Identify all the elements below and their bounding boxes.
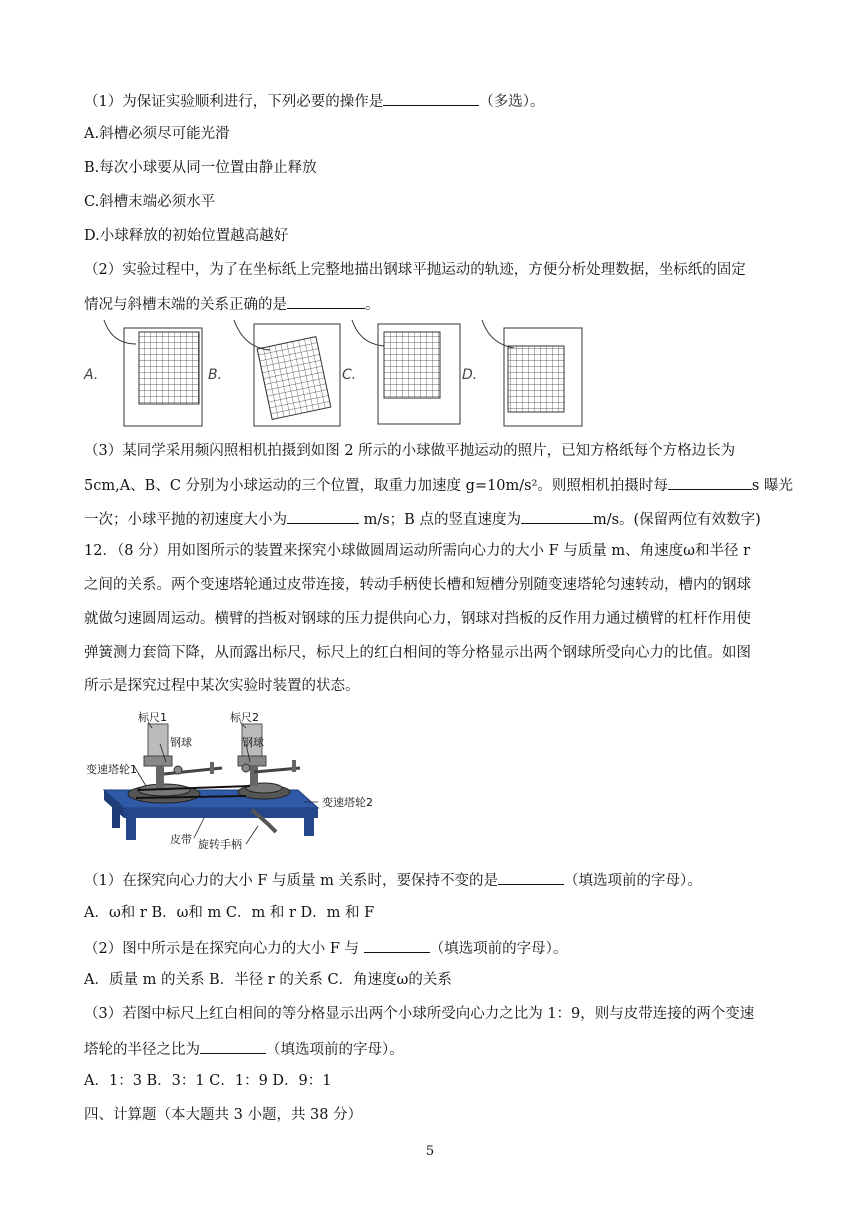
- q12-part3-text: 塔轮的半径之比为: [84, 1042, 200, 1058]
- q11-option-c: C.斜槽末端必须水平: [84, 194, 216, 210]
- apparatus-leg: [112, 802, 120, 828]
- q12-part1: [84, 869, 702, 891]
- q11-part3-text-b: m/s；B 点的竖直速度为: [359, 512, 521, 528]
- option-b-board: [234, 320, 340, 426]
- q12-part1-options: A．ω和 r B．ω和 m C．m 和 r D．m 和 F: [84, 905, 375, 921]
- q11-part2-line1: （2）实验过程中，为了在坐标纸上完整地描出钢球平抛运动的轨迹，方便分析处理数据，坐标纸的固定: [84, 262, 746, 278]
- q12-part3-line2: [84, 1038, 404, 1060]
- q12-line5: 所示是探究过程中某次实验时装置的状态。: [84, 678, 360, 694]
- option-a-board: [104, 320, 202, 426]
- section-heading: 四、计算题（本大题共 3 小题，共 38 分）: [84, 1107, 363, 1123]
- sleeve-right-base: [238, 756, 266, 766]
- q12-line3: 就做匀速圆周运动。横臂的挡板对钢球的压力提供向心力，钢球对挡板的反作用力通过横臂的杠杆作用使: [84, 611, 751, 627]
- answer-blank[interactable]: [383, 90, 479, 106]
- q12-line4: 弹簧测力套筒下降，从而露出标尺，标尺上的红白相间的等分格显示出两个钢球所受向心力的比值。如图: [84, 645, 751, 661]
- q12-part3-line1: （3）若图中标尺上红白相间的等分格显示出两个小球所受向心力之比为 1：9，则与皮带连接的两个变速: [84, 1006, 755, 1022]
- steel-ball-right: [242, 764, 250, 772]
- shaft-left: [156, 766, 164, 788]
- option-c-board: [352, 320, 460, 424]
- page-number: 5: [425, 1144, 435, 1159]
- q11-part1-text: （1）为保证实验顺利进行，下列必要的操作是: [84, 94, 384, 110]
- answer-blank[interactable]: [668, 474, 752, 490]
- label-ruler-1: 标尺1: [138, 711, 167, 724]
- label-steel-ball-right: 钢球: [242, 736, 264, 749]
- sleeve-left-base: [144, 756, 172, 766]
- baffle: [292, 760, 296, 772]
- q12-line1: 12．（8 分）用如图所示的装置来探究小球做圆周运动所需向心力的大小 F 与质量 m、角速度ω和半径 r: [84, 543, 751, 559]
- q11-part2-suffix: 。: [365, 297, 380, 313]
- q11-option-a: A.斜槽必须尽可能光滑: [84, 126, 230, 142]
- q11-part1: [84, 90, 544, 112]
- option-d-board: [482, 320, 582, 426]
- graph-paper: [139, 332, 199, 404]
- shaft-right: [250, 766, 258, 786]
- q11-part1-suffix: （多选）。: [479, 94, 545, 110]
- label-pulley-2: 变速塔轮2: [322, 796, 373, 809]
- answer-blank[interactable]: [287, 293, 365, 309]
- label-steel-ball-left: 钢球: [170, 736, 192, 749]
- q12-part1-text: （1）在探究向心力的大小 F 与质量 m 关系时，要保持不变的是: [84, 873, 498, 889]
- graph-paper: [508, 346, 564, 412]
- sleeve-left: [148, 724, 168, 758]
- q12-line2: 之间的关系。两个变速塔轮通过皮带连接，转动手柄使长槽和短槽分别随变速塔轮匀速转动，槽内的钢球: [84, 577, 751, 593]
- apparatus-leg: [126, 818, 136, 840]
- q11-part3-line1: （3）某同学采用频闪照相机拍摄到如图 2 所示的小球做平抛运动的照片，已知方格纸每个方格边长为: [84, 443, 736, 459]
- answer-blank[interactable]: [200, 1038, 266, 1054]
- q12-part2: [84, 937, 567, 959]
- q11-option-b: B.每次小球要从同一位置由静止释放: [84, 160, 317, 176]
- q11-part3-text-c: m/s。(保留两位有效数字): [592, 512, 761, 528]
- figure-label-a: A.: [84, 367, 99, 383]
- q12-part3-options: A．1：3 B．3：1 C．1：9 D．9：1: [84, 1073, 332, 1089]
- centripetal-apparatus-figure: [86, 706, 373, 854]
- figure-label-b: B.: [208, 367, 223, 383]
- steel-ball-left: [174, 766, 182, 774]
- answer-blank[interactable]: [287, 508, 359, 524]
- q11-option-d: D.小球释放的初始位置越高越好: [84, 228, 289, 244]
- label-pulley-1: 变速塔轮1: [86, 763, 137, 776]
- answer-blank[interactable]: [364, 937, 430, 953]
- q12-part1-suffix: （填选项前的字母）。: [563, 873, 702, 889]
- q11-part3-suffix: s 曝光: [751, 478, 793, 494]
- q11-part3-text: 5cm,A、B、C 分别为小球运动的三个位置，取重力加速度 g=10m/s²。则照相机拍摄时每: [84, 478, 668, 494]
- answer-blank[interactable]: [498, 869, 564, 885]
- label-ruler-2: 标尺2: [230, 711, 259, 724]
- label-handle: 旋转手柄: [198, 838, 242, 851]
- label-belt: 皮带: [170, 833, 192, 846]
- q12-part2-suffix: （填选项前的字母）。: [429, 941, 568, 957]
- q11-part3-text-a: 一次；小球平抛的初速度大小为: [84, 512, 287, 528]
- q11-part2-text: 情况与斜槽末端的关系正确的是: [84, 297, 287, 313]
- figure-label-c: C.: [342, 367, 357, 383]
- baffle: [210, 762, 214, 774]
- graph-paper: [384, 332, 440, 398]
- q12-part3-suffix: （填选项前的字母）。: [266, 1042, 404, 1058]
- q12-part2-text: （2）图中所示是在探究向心力的大小 F 与: [84, 941, 364, 957]
- q11-part3-line3: [84, 508, 761, 530]
- apparatus-base-front: [124, 808, 318, 818]
- figure-label-d: D.: [462, 367, 478, 383]
- q12-part2-options: A．质量 m 的关系 B．半径 r 的关系 C．角速度ω的关系: [84, 972, 452, 988]
- answer-blank[interactable]: [521, 508, 593, 524]
- apparatus-leg: [304, 818, 314, 836]
- q11-part2-line2: [84, 293, 380, 315]
- q11-part3-line2: [84, 474, 793, 496]
- graph-paper-options-figure: [84, 318, 784, 430]
